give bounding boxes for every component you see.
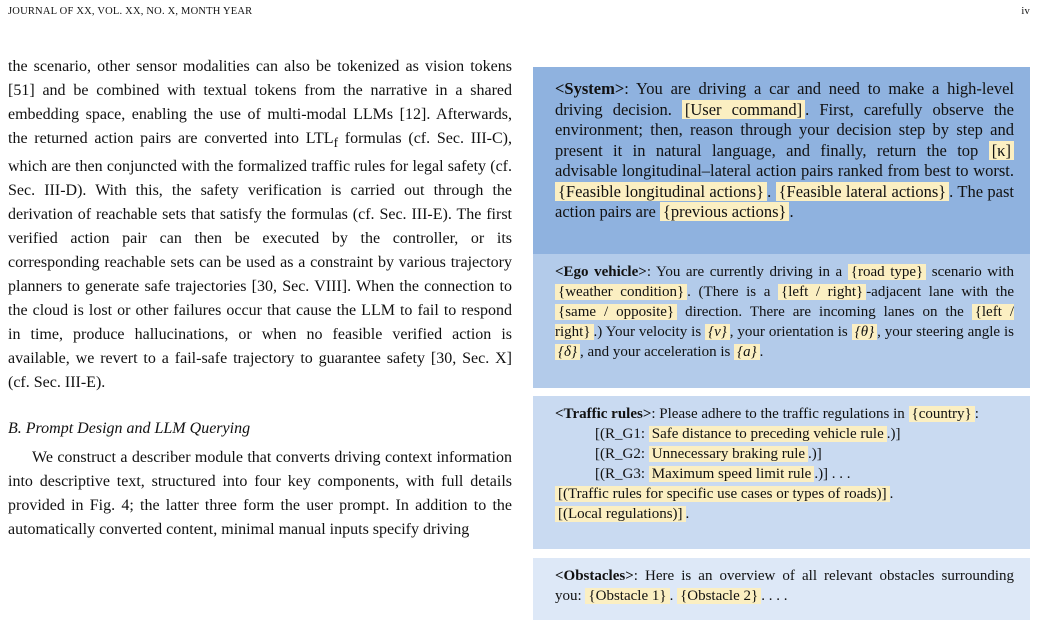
placeholder-kappa: [κ] bbox=[989, 141, 1014, 160]
body-paragraph: We construct a describer module that converts driving context information into descriptive text, structured into four key components, with full details provided in Fig. 4; the latter three form the user prompt. In addition to the automatically converted content, minimal manual inputs specify driving bbox=[8, 449, 512, 539]
traffic-rules-tag: <Traffic rules> bbox=[555, 406, 652, 422]
placeholder-longitudinal-actions: {Feasible longitudinal actions} bbox=[555, 182, 767, 201]
placeholder-country: {country} bbox=[909, 406, 975, 422]
system-tag: <System> bbox=[555, 79, 625, 98]
placeholder-road-type: {road type} bbox=[848, 264, 926, 280]
rule-item: [(R_G3: Maximum speed limit rule .)] . . . bbox=[595, 466, 851, 482]
page-number: iv bbox=[1021, 6, 1030, 17]
placeholder-weather: {weather condition} bbox=[555, 284, 687, 300]
system-prompt-panel: <System>: You are driving a car and need to make a high-level driving decision. [User command] . First, carefully observe the environment; then, reason through your decision step by step and present it in natural language, and finally, return the top [κ] advisable longitudinal–lateral action pairs ranked from best to worst. {Feasible longitudinal actions} . {Feasible lateral actions} . The past action pairs are {previous actions} . bbox=[533, 67, 1030, 270]
placeholder-incoming-side: {left / right} bbox=[555, 304, 1014, 340]
rule-item: [(R_G1: Safe distance to preceding vehicle rule .)] bbox=[595, 426, 901, 442]
placeholder-obstacle-1: {Obstacle 1} bbox=[585, 588, 669, 604]
section-title: B. Prompt Design and LLM Querying bbox=[8, 420, 251, 438]
left-column bbox=[8, 55, 512, 542]
placeholder-direction: {same / opposite} bbox=[555, 304, 677, 320]
journal-name: JOURNAL OF XX, VOL. XX, NO. X, MONTH YEAR bbox=[8, 6, 253, 17]
rule-item: [(R_G2: Unnecessary braking rule .)] bbox=[595, 446, 822, 462]
ego-vehicle-tag: <Ego vehicle> bbox=[555, 264, 647, 280]
placeholder-orientation: {θ} bbox=[852, 324, 877, 340]
placeholder-previous-actions: {previous actions} bbox=[660, 202, 790, 221]
running-header bbox=[8, 6, 1030, 17]
ego-vehicle-panel: <Ego vehicle>: You are currently driving in a {road type} scenario with {weather condition} . (There is a {left / right} -adjacent lane with the {same / opposite} direction. There are incoming lanes on the {left / right} .) Your velocity is {v} , your orientation is {θ} , your steering angle is {δ} , and your acceleration is {a} . bbox=[533, 254, 1030, 388]
placeholder-specific-rules: [(Traffic rules for specific use cases or types of roads)] bbox=[555, 486, 890, 502]
placeholder-obstacle-2: {Obstacle 2} bbox=[677, 588, 761, 604]
placeholder-user-command: [User command] bbox=[682, 100, 805, 119]
placeholder-velocity: {v} bbox=[705, 324, 730, 340]
placeholder-adjacent-side: {left / right} bbox=[778, 284, 866, 300]
placeholder-local-regulations: [(Local regulations)] bbox=[555, 506, 686, 522]
placeholder-steering-angle: {δ} bbox=[555, 344, 580, 360]
body-paragraph: the scenario, other sensor modalities can also be tokenized as vision tokens [51] and be combined with textual tokens from the narrative in a shared embedding space, enabling the use of multi-modal LLMs [12]. Afterwards, the returned action pairs are converted into $LTL_f$ formulas (cf. Sec. III-C), which are then conjuncted with the formalized traffic rules for legal safety (cf. Sec. III-D). With this, the safety verification is carried out through the derivation of reachable sets that satisfy the formulas (cf. Sec. III-E). The first verified action pair can then be executed by the controller, or its corresponding reachable sets can be used as a constraint by various trajectory planners to generate safe trajectories [30, Sec. VIII]. When the connection to the cloud is lost or other failures occur that cause the LLM to fail to respond in time, produce hallucinations, or when no feasible verified action is available, we revert to a fail-safe trajectory to guarantee safety [30, Sec. X] (cf. Sec. III-E). bbox=[8, 58, 513, 392]
obstacles-panel: <Obstacles>: Here is an overview of all relevant obstacles surrounding you: {Obstacle 1} . {Obstacle 2} . . . . bbox=[533, 558, 1030, 620]
placeholder-lateral-actions: {Feasible lateral actions} bbox=[776, 182, 950, 201]
obstacles-tag: <Obstacles> bbox=[555, 568, 634, 584]
traffic-rules-panel: <Traffic rules>: Please adhere to the traffic regulations in {country} : [(R_G1: Safe distance to preceding vehicle rule .)] [(R_G2: Unnecessary braking rule .)] [(R_G3: Maximum speed limit rule .)] . . . [(Traffic rules for specific use cases or types of roads)] . [(Local regulations)] . bbox=[533, 396, 1030, 549]
placeholder-acceleration: {a} bbox=[734, 344, 760, 360]
